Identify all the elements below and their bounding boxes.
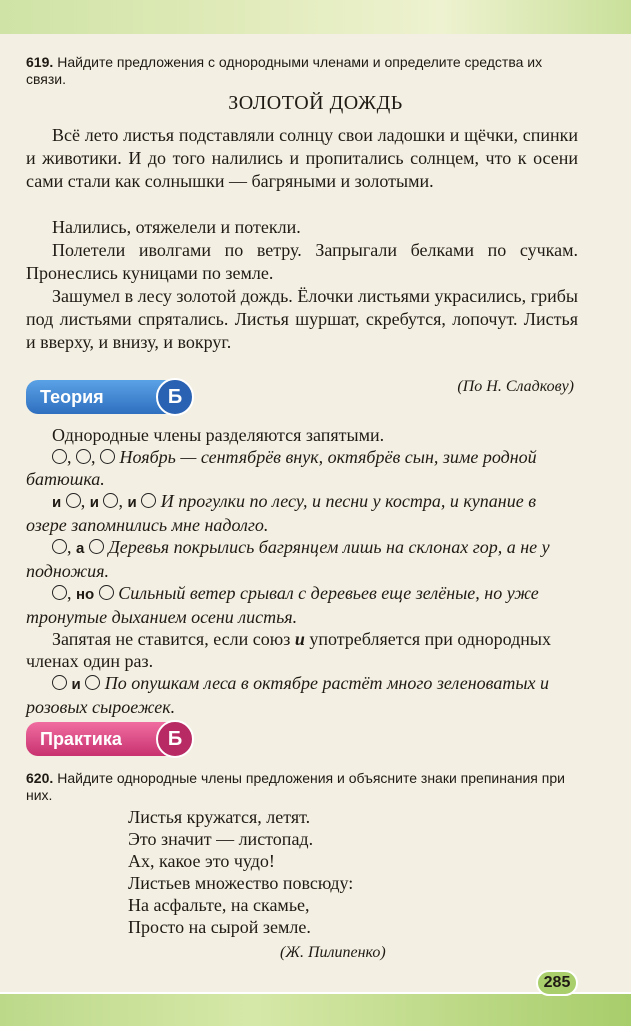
page-number: 285	[536, 970, 578, 996]
theory-rule-2	[26, 628, 578, 672]
practice-level-badge: Б	[156, 720, 194, 758]
tab-practice-label: Практика	[40, 728, 122, 749]
member-circle-icon	[76, 449, 91, 464]
poem	[128, 806, 548, 938]
story-author: (По Н. Сладкову)	[457, 378, 574, 395]
tab-theory	[26, 380, 176, 414]
member-circle-icon	[52, 585, 67, 600]
tab-practice	[26, 722, 176, 756]
member-circle-icon	[89, 539, 104, 554]
theory-example-1: Ноябрь — сентябрёв внук, октябрёв сын, зиме родной батюшка.	[26, 447, 537, 489]
rule-2-end: употребляется при однородных членах один раз.	[26, 629, 552, 671]
poem-line: Ах, какое это чудо!	[128, 851, 275, 871]
member-circle-icon	[52, 675, 67, 690]
separator: ,	[67, 447, 72, 467]
poem-line: Листьев множество повсюду:	[128, 873, 354, 893]
theory-rule-1: Однородные члены разделяются запятыми.	[52, 425, 385, 445]
theory-example-2: И прогулки по лесу, и песни у костра, и купание в озере запомнились мне надолго.	[26, 491, 537, 535]
member-circle-icon	[99, 585, 114, 600]
poem-author: (Ж. Пилипенко)	[280, 944, 386, 961]
poem-line: На асфальте, на скамье,	[128, 895, 310, 915]
task-619-number: 619.	[26, 54, 54, 70]
bottom-decor-band	[0, 992, 631, 1026]
tab-theory-label: Теория	[40, 386, 104, 407]
member-circle-icon	[85, 675, 100, 690]
task-620-text: Найдите однородные члены предложения и объясните знаки препинания при них.	[26, 770, 565, 803]
theory-example-4: Сильный ветер срывал с деревьев еще зелёные, но уже тронутые дыханием осени листья.	[26, 583, 539, 627]
member-circle-icon	[141, 493, 156, 508]
theory-example-3: Деревья покрылись багрянцем лишь на склонах гор, а не у подножия.	[26, 537, 550, 581]
top-decor-band	[0, 0, 631, 34]
task-619-text: Найдите предложения с однородными членами и определите средства их связи.	[26, 54, 543, 87]
conj-i-label: и	[71, 676, 81, 693]
conj-no-label: но	[76, 586, 95, 603]
member-circle-icon	[100, 449, 115, 464]
story-paragraph-2: Налились, отяжелели и потекли.	[52, 217, 301, 237]
member-circle-icon	[103, 493, 118, 508]
conj-a-label: а	[76, 540, 85, 557]
story-paragraph-3: Полетели иволгами по ветру. Запрыгали белками по сучкам. Пронеслись куницами по земле.	[26, 240, 578, 283]
conj-i-label: и	[89, 494, 99, 511]
story-paragraph-4: Зашумел в лесу золотой дождь. Ёлочки листьями украсились, грибы под листьями спрятались. Листья шуршат, скребутся, лопочут. Листья и вверху, и внизу, и вокруг.	[26, 286, 578, 352]
task-620	[26, 770, 578, 804]
task-620-number: 620.	[26, 770, 54, 786]
theory-level-badge: Б	[156, 378, 194, 416]
story-title: ЗОЛОТОЙ ДОЖДЬ	[228, 92, 403, 114]
story-paragraph-1: Всё лето листья подставляли солнцу свои ладошки и щёчки, спинки и животики. И до того налились и пропитались солнцем, что к осени сами стали как солнышки — багряными и золотыми.	[26, 125, 578, 191]
task-619	[26, 54, 578, 88]
conj-i-label: и	[52, 494, 62, 511]
theory-example-5: По опушкам леса в октябре растёт много зеленоватых и розовых сыроежек.	[26, 673, 550, 717]
member-circle-icon	[66, 493, 81, 508]
member-circle-icon	[52, 539, 67, 554]
theory-block: Однородные члены разделяются запятыми. , , Ноябрь — сентябрёв внук, октябрёв сын, зиме родной батюшка. и , и , и И прогулки по лесу, и песни у костра, и купание в озере запомнились мне надолго. , а Деревья покрылись багрянцем лишь на склонах гор, а не у подножия. , но Сильный ветер срывал с деревьев еще зелёные, но уже тронутые дыханием осени листья. Запятая не ставится, если союз и употребляется при однородных членах один раз. и По опушкам леса в октябре растёт много зеленоватых и розовых сыроежек.	[26, 424, 578, 718]
rule-2-start: Запятая не ставится, если союз	[52, 629, 295, 649]
poem-line: Это значит — листопад.	[128, 829, 314, 849]
poem-line: Листья кружатся, летят.	[128, 807, 311, 827]
member-circle-icon	[52, 449, 67, 464]
poem-line: Просто на сырой земле.	[128, 917, 311, 937]
conj-i-label: и	[127, 494, 137, 511]
rule-2-conj: и	[294, 629, 305, 649]
